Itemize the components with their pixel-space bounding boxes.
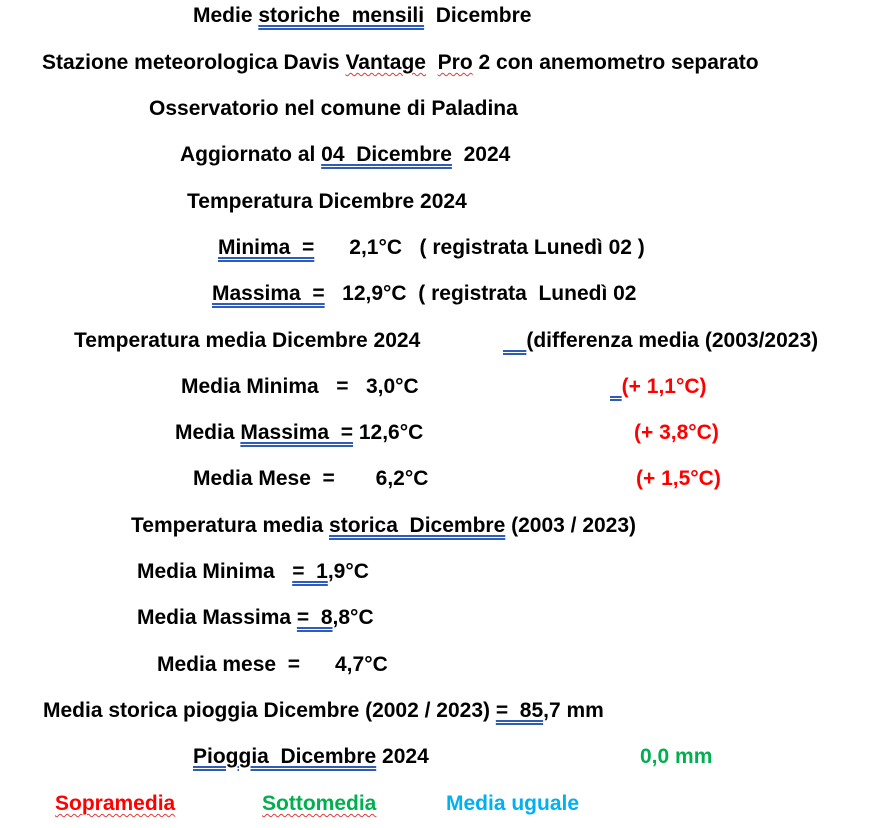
historical-title-range: (2003 / 2023) bbox=[505, 514, 637, 537]
current-min-value: 2,1°C ( registrata Lunedì 02 ) bbox=[314, 236, 645, 259]
monthly-diff-title bbox=[503, 327, 818, 355]
updated-line bbox=[180, 141, 510, 169]
title-month: Dicembre bbox=[424, 4, 532, 27]
rain-current-value: 0,0 mm bbox=[640, 745, 713, 768]
historical-title bbox=[131, 512, 636, 540]
diff-gap bbox=[503, 329, 526, 352]
monthly-min-line: Media Minima = 3,0°C bbox=[181, 375, 419, 398]
monthly-max-label: Massima = bbox=[240, 421, 354, 444]
rain-hist-label: Media storica pioggia Dicembre (2002 / 2023) bbox=[43, 699, 496, 722]
monthly-max-diff: (+ 3,8°C) bbox=[634, 421, 719, 444]
monthly-min-diff bbox=[610, 373, 707, 401]
rain-historical-line bbox=[43, 697, 604, 725]
legend-sopramedia bbox=[55, 790, 175, 818]
historical-mean-line: Media mese = 4,7°C bbox=[157, 653, 388, 676]
station-pro: Pro bbox=[437, 51, 473, 74]
historical-max-label: Media Massima bbox=[137, 606, 297, 629]
current-max-line bbox=[212, 280, 637, 308]
rain-current-year: 2024 bbox=[376, 745, 429, 768]
updated-label: Aggiornato al bbox=[180, 143, 322, 166]
historical-min-line bbox=[137, 558, 369, 586]
historical-title-underlined: storica Dicembre bbox=[329, 514, 506, 537]
historical-min-label: Media Minima bbox=[137, 560, 293, 583]
station-model: Vantage bbox=[345, 51, 426, 74]
rain-current-line bbox=[193, 743, 429, 771]
updated-year: 2024 bbox=[451, 143, 511, 166]
legend-sottomedia bbox=[262, 790, 376, 818]
monthly-min-diff-value: (+ 1,1°C) bbox=[621, 375, 707, 398]
historical-max-line bbox=[137, 604, 374, 632]
title-underlined: storiche mensili bbox=[258, 4, 425, 27]
station-space bbox=[426, 51, 438, 74]
title-text: Medie bbox=[193, 4, 259, 27]
historical-max-value: ,8°C bbox=[332, 606, 374, 629]
monthly-mean-line: Media Mese = 6,2°C bbox=[193, 467, 429, 490]
monthly-max-line bbox=[175, 419, 423, 447]
current-max-label: Massima = bbox=[212, 282, 325, 305]
current-min-line bbox=[218, 234, 645, 262]
diff-title-text: (differenza media (2003/2023) bbox=[526, 329, 819, 352]
historical-min-eq: = 1 bbox=[292, 560, 328, 583]
station-rest: 2 con anemometro separato bbox=[472, 51, 759, 74]
current-temp-title: Temperatura Dicembre 2024 bbox=[187, 190, 467, 213]
monthly-min-diff-gap bbox=[610, 375, 622, 398]
current-min-label: Minima = bbox=[218, 236, 315, 259]
station-text: Stazione meteorologica Davis bbox=[42, 51, 346, 74]
rain-hist-eq: = 85 bbox=[495, 699, 544, 722]
historical-max-eq: = 8 bbox=[296, 606, 333, 629]
monthly-title: Temperatura media Dicembre 2024 bbox=[74, 329, 421, 352]
page-title bbox=[193, 2, 531, 30]
legend-below-text: Sottomedia bbox=[262, 792, 377, 815]
station-line bbox=[42, 49, 759, 77]
rain-current-label: Pioggia Dicembre bbox=[193, 745, 377, 768]
current-max-value: 12,9°C ( registrata Lunedì 02 bbox=[324, 282, 637, 305]
legend-above-text: Sopramedia bbox=[55, 792, 176, 815]
historical-min-value: ,9°C bbox=[327, 560, 369, 583]
monthly-max-value: 12,6°C bbox=[353, 421, 424, 444]
monthly-mean-diff: (+ 1,5°C) bbox=[636, 467, 721, 490]
rain-hist-value: ,7 mm bbox=[543, 699, 604, 722]
observatory-line: Osservatorio nel comune di Paladina bbox=[149, 97, 518, 120]
legend-media-uguale: Media uguale bbox=[446, 792, 580, 815]
historical-title-prefix: Temperatura media bbox=[131, 514, 330, 537]
monthly-max-prefix: Media bbox=[175, 421, 241, 444]
updated-date: 04 Dicembre bbox=[321, 143, 452, 166]
